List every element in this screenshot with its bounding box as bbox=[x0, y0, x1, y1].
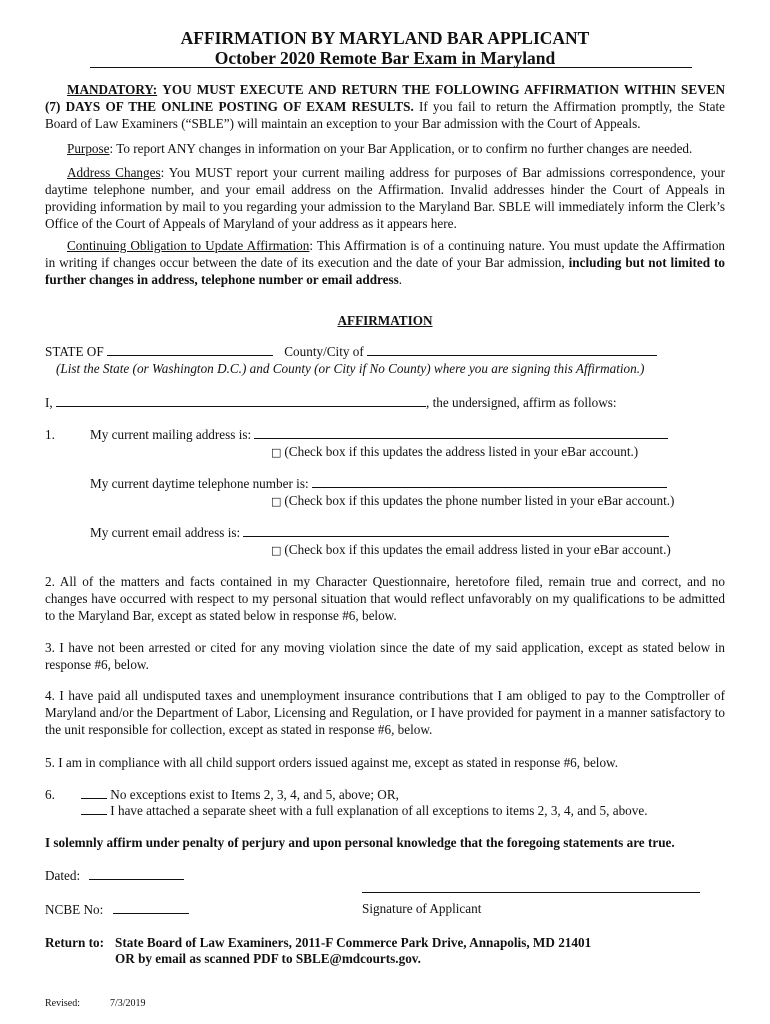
continuing-end: . bbox=[398, 272, 403, 287]
email-label: My current email address is: bbox=[90, 525, 241, 540]
mandatory-label: MANDATORY: bbox=[67, 82, 158, 97]
solemn-affirmation: I solemnly affirm under penalty of perjury and upon personal knowledge that the foregoing statements are true. bbox=[45, 835, 675, 850]
mailing-update-checkbox[interactable]: □ bbox=[271, 446, 282, 459]
phone-label: My current daytime telephone number is: bbox=[90, 476, 309, 491]
phone-field[interactable] bbox=[312, 475, 667, 488]
item3-paragraph: 3. I have not been arrested or cited for any moving violation since the date of my said application, except as stated below in response #6, below. bbox=[45, 640, 725, 672]
purpose-paragraph bbox=[45, 140, 725, 157]
mandatory-text: If you fail to return the Affirmation promptly, the State Board of Law Examiners (“SBLE”) will maintain an exception to your Bar admission with the Court of Appeals. bbox=[45, 99, 725, 131]
item4-paragraph: 4. I have paid all undisputed taxes and unemployment insurance contributions that I am obliged to pay to the Comptroller of Maryland and/or the Department of Labor, Licensing and Regulation, or I have provided for payment in a manner satisfactory to the unit responsible for collection, except as stated in response #6, below. bbox=[45, 688, 725, 737]
option-b-text: I have attached a separate sheet with a full explanation of all exceptions to items 2, 3, 4, and 5, above. bbox=[110, 803, 648, 818]
return-email: OR by email as scanned PDF to SBLE@mdcourts.gov. bbox=[115, 951, 421, 966]
state-field[interactable] bbox=[107, 343, 273, 356]
county-label: County/City of bbox=[284, 344, 364, 359]
dated-label: Dated: bbox=[45, 868, 81, 883]
email-line bbox=[90, 524, 669, 541]
date-field[interactable] bbox=[89, 867, 184, 880]
phone-check-text: (Check box if this updates the phone number listed in your eBar account.) bbox=[284, 493, 675, 508]
state-note: (List the State (or Washington D.C.) and County (or City if No County) where you are signing this Affirmation.) bbox=[56, 361, 645, 376]
form-subtitle: October 2020 Remote Bar Exam in Maryland bbox=[214, 48, 556, 68]
ncbe-label: NCBE No: bbox=[45, 902, 104, 917]
return-to-label: Return to: bbox=[45, 935, 104, 950]
continuing-obligation-paragraph bbox=[45, 237, 725, 288]
revised-date: 7/3/2019 bbox=[110, 998, 146, 1009]
ncbe-line bbox=[45, 901, 189, 918]
purpose-label: Purpose bbox=[67, 141, 110, 156]
affirmation-heading: AFFIRMATION bbox=[337, 313, 433, 328]
state-label: STATE OF bbox=[45, 344, 104, 359]
revised-label: Revised: bbox=[45, 998, 80, 1009]
email-check-text: (Check box if this updates the email address listed in your eBar account.) bbox=[284, 542, 671, 557]
purpose-text: : To report ANY changes in information on your Bar Application, or to confirm no further changes are needed. bbox=[109, 141, 693, 156]
address-changes-paragraph bbox=[45, 164, 725, 232]
signature-label: Signature of Applicant bbox=[362, 901, 482, 916]
phone-line bbox=[90, 475, 667, 492]
item2-paragraph: 2. All of the matters and facts contained in my Character Questionnaire, heretofore filed, remain true and correct, and no changes have occurred with respect to my personal situation that would reflect unfavorably on my qualifications to be admitted to the Maryland Bar, except as stated below in response #6, below. bbox=[45, 574, 725, 623]
continuing-bold-text: including but not limited to further changes in address, telephone number or email address bbox=[45, 255, 726, 287]
mandatory-bold-text: YOU MUST EXECUTE AND RETURN THE FOLLOWING AFFIRMATION WITHIN SEVEN (7) DAYS OF THE ONLINE POSTING OF EXAM RESULTS. bbox=[45, 82, 725, 114]
state-county-line bbox=[45, 343, 657, 360]
email-update-checkbox[interactable]: □ bbox=[271, 544, 282, 557]
mailing-check-line bbox=[271, 443, 638, 461]
address-changes-text: : You MUST report your current mailing address for purposes of Bar admissions correspondence, your daytime telephone number, and your email address on the Affirmation. Invalid addresses hinder the Court of Appeals in providing information by mail to you regarding your admission to the Maryland Bar. SBLE will immediately inform the Clerk’s Office of the Court of Appeals of Maryland of your address as it appears here. bbox=[45, 165, 725, 231]
exceptions-attached-blank[interactable] bbox=[81, 802, 107, 815]
item6-option-a bbox=[81, 786, 399, 803]
item1-number: 1. bbox=[45, 427, 55, 442]
no-exceptions-blank[interactable] bbox=[81, 786, 107, 799]
item5-paragraph: 5. I am in compliance with all child support orders issued against me, except as stated in response #6, below. bbox=[45, 755, 619, 770]
undersigned-text: , the undersigned, affirm as follows: bbox=[426, 395, 617, 410]
return-address: State Board of Law Examiners, 2011-F Commerce Park Drive, Annapolis, MD 21401 bbox=[115, 935, 592, 950]
mailing-check-text: (Check box if this updates the address listed in your eBar account.) bbox=[284, 444, 639, 459]
form-title: AFFIRMATION BY MARYLAND BAR APPLICANT bbox=[180, 28, 590, 48]
email-field[interactable] bbox=[243, 524, 669, 537]
signature-line-row bbox=[362, 880, 700, 897]
undersigned-line bbox=[45, 394, 617, 411]
continuing-text: : This Affirmation is of a continuing nature. You must update the Affirmation in writing if changes occur between the date of its execution and the date of your Bar admission, bbox=[45, 238, 726, 270]
mandatory-paragraph bbox=[45, 81, 725, 132]
option-a-text: No exceptions exist to Items 2, 3, 4, and 5, above; OR, bbox=[110, 787, 399, 802]
title-underline bbox=[90, 67, 692, 68]
phone-check-line bbox=[271, 492, 674, 510]
applicant-name-field[interactable] bbox=[56, 394, 426, 407]
item6-option-b bbox=[81, 802, 648, 819]
email-check-line bbox=[271, 541, 671, 559]
i-label: I, bbox=[45, 395, 53, 410]
mailing-label: My current mailing address is: bbox=[90, 427, 252, 442]
item6-number: 6. bbox=[45, 787, 55, 802]
mailing-address-field[interactable] bbox=[254, 426, 668, 439]
county-field[interactable] bbox=[367, 343, 657, 356]
continuing-label: Continuing Obligation to Update Affirmation bbox=[67, 238, 310, 253]
mailing-address-line bbox=[90, 426, 668, 443]
phone-update-checkbox[interactable]: □ bbox=[271, 495, 282, 508]
address-changes-label: Address Changes bbox=[67, 165, 161, 180]
signature-field[interactable] bbox=[362, 880, 700, 893]
ncbe-number-field[interactable] bbox=[113, 901, 189, 914]
dated-line bbox=[45, 867, 184, 884]
